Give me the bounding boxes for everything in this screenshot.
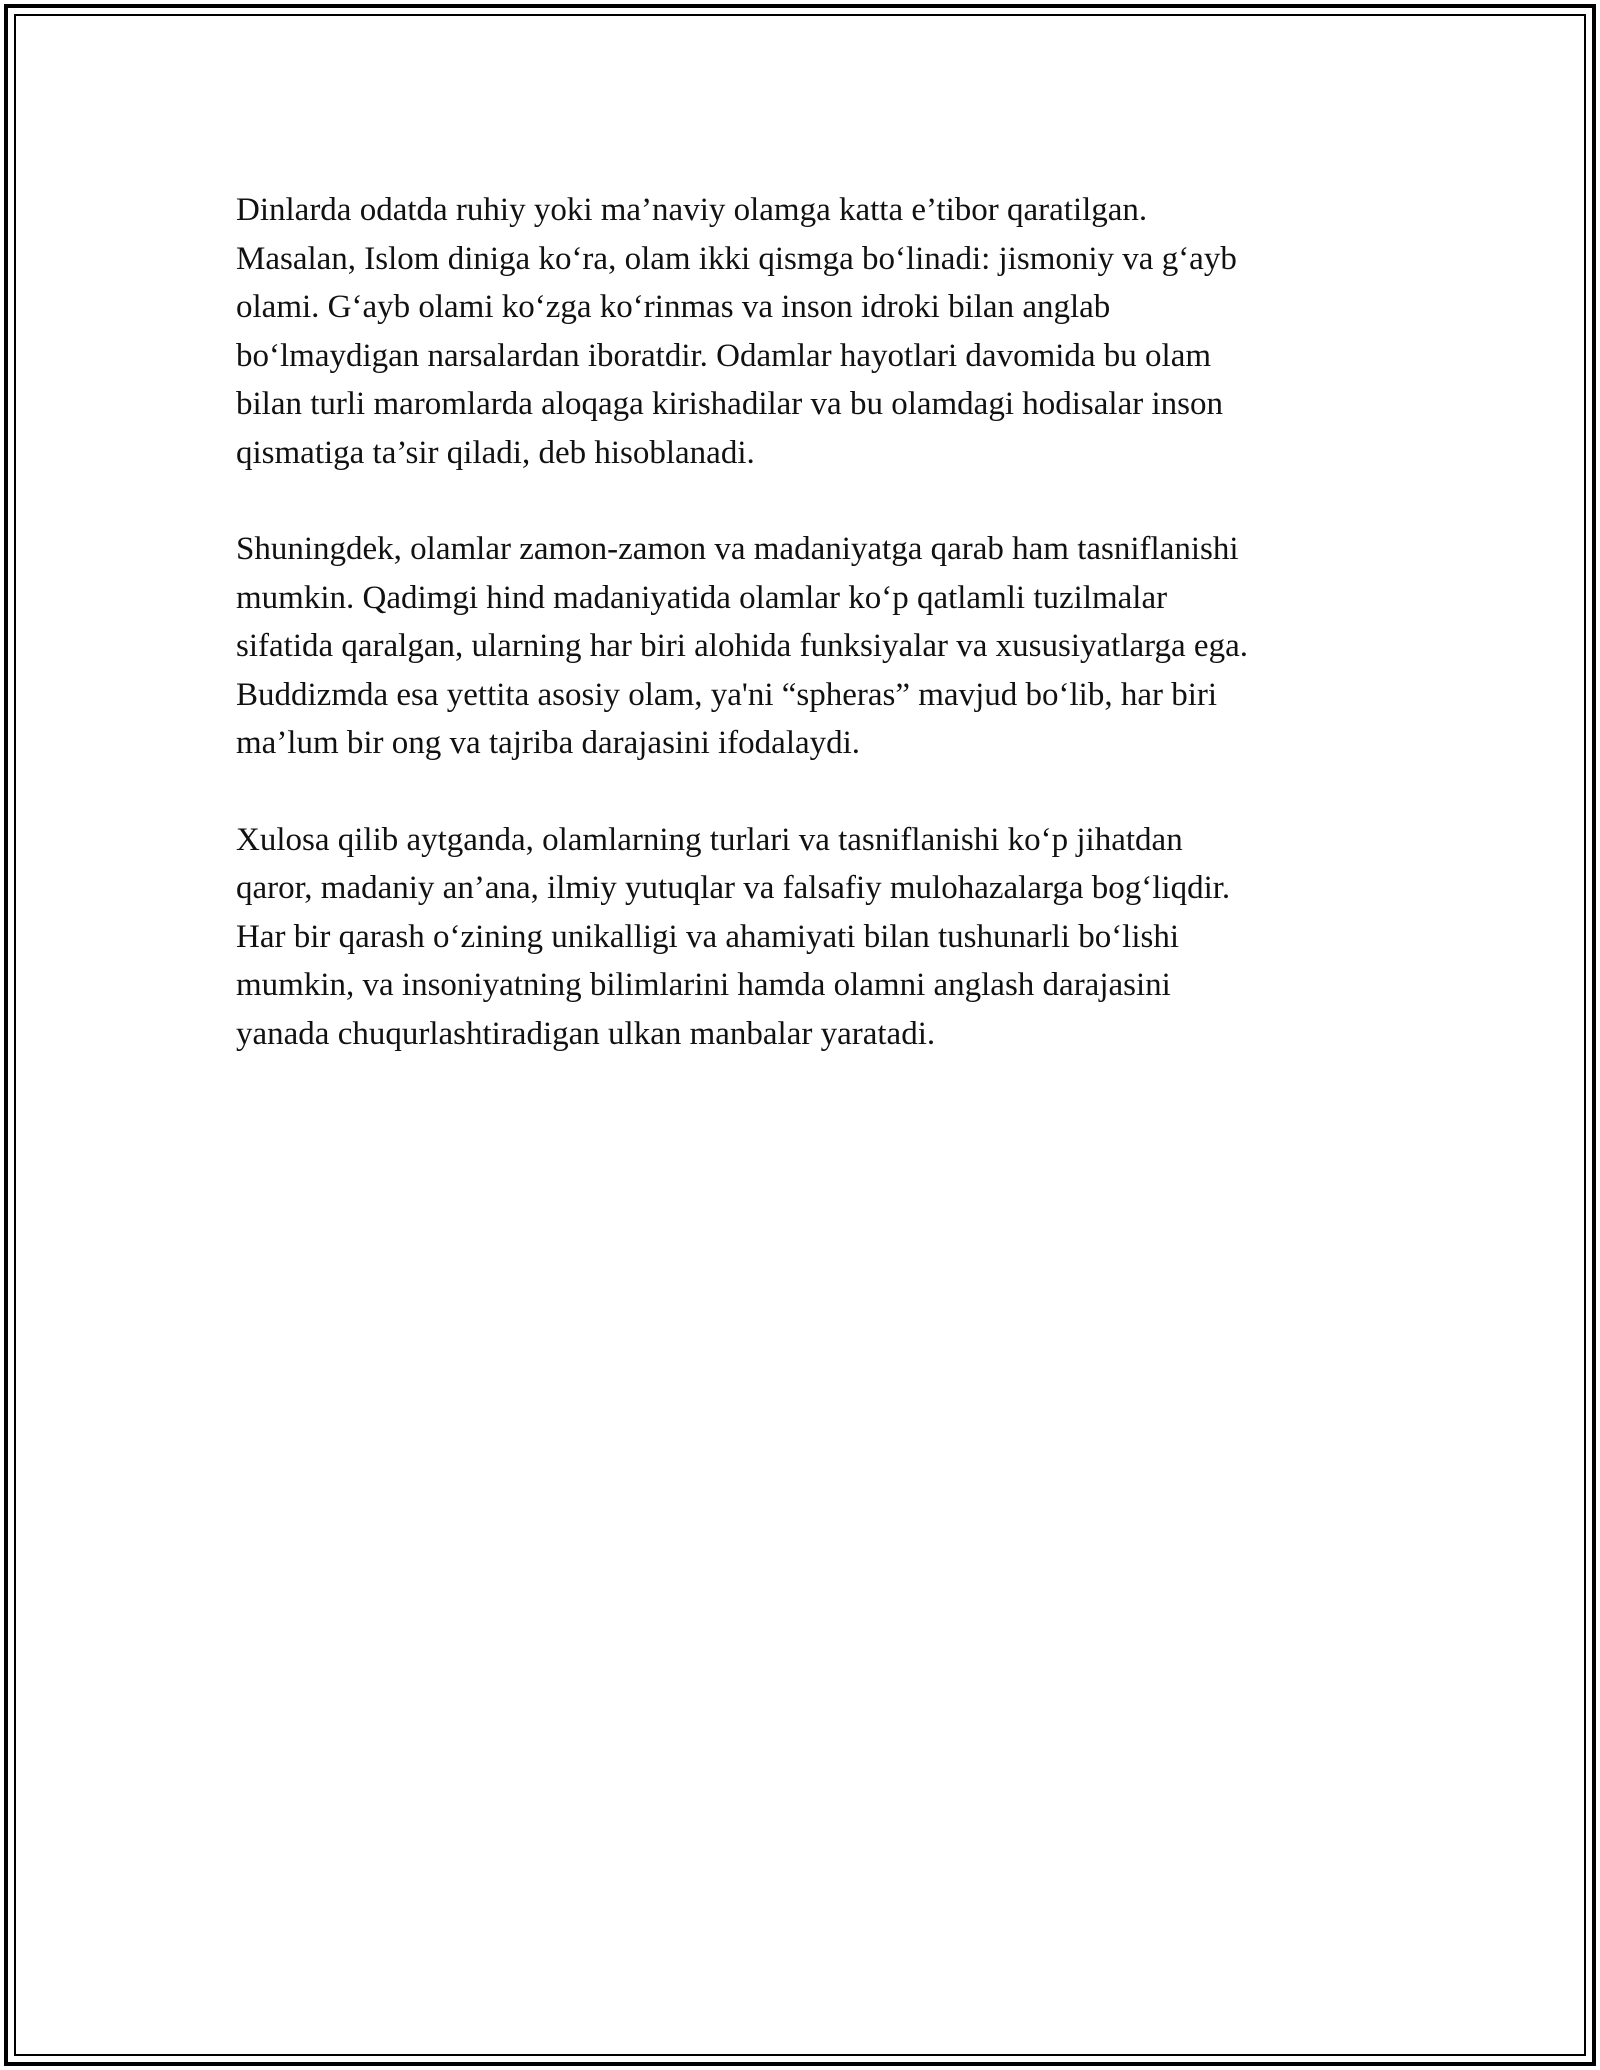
- text-line: Har bir qarash o‘zining unikalligi va ahamiyati bilan tushunarli bo‘lishi: [236, 918, 1180, 955]
- text-line: bilan turli maromlarda aloqaga kirishadilar va bu olamdagi hodisalar inson: [236, 386, 1223, 422]
- text-line: Xulosa qilib aytganda, olamlarning turlari va tasniflanishi ko‘p jihatdan: [236, 821, 1183, 858]
- text-line: mumkin. Qadimgi hind madaniyatida olamlar ko‘p qatlamli tuzilmalar: [236, 579, 1168, 616]
- document-body: [236, 186, 1386, 1106]
- text-line: Masalan, Islom diniga ko‘ra, olam ikki qismga bo‘linadi: jismoniy va g‘ayb: [236, 240, 1237, 277]
- text-line: Shuningdek, olamlar zamon-zamon va madaniyatga qarab ham tasniflanishi: [236, 531, 1239, 567]
- text-line: qaror, madaniy an’ana, ilmiy yutuqlar va falsafiy mulohazalarga bog‘liqdir.: [236, 870, 1231, 906]
- text-line: Dinlarda odatda ruhiy yoki ma’naviy olamga katta e’tibor qaratilgan.: [236, 192, 1148, 228]
- text-line: qismatiga ta’sir qiladi, deb hisoblanadi.: [236, 434, 755, 471]
- text-line: yanada chuqurlashtiradigan ulkan manbalar yaratadi.: [236, 1015, 936, 1052]
- text-line: olami. G‘ayb olami ko‘zga ko‘rinmas va inson idroki bilan anglab: [236, 289, 1111, 325]
- paragraph-2: [236, 525, 1386, 768]
- paragraph-1: [236, 186, 1386, 477]
- text-line: sifatida qaralgan, ularning har biri alohida funksiyalar va xususiyatlarga ega.: [236, 628, 1248, 664]
- text-line: ma’lum bir ong va tajriba darajasini ifodalaydi.: [236, 725, 861, 761]
- text-line: Buddizmda esa yettita asosiy olam, ya'ni “spheras” mavjud bo‘lib, har biri: [236, 676, 1218, 713]
- paragraph-3: [236, 816, 1386, 1059]
- text-line: mumkin, va insoniyatning bilimlarini hamda olamni anglash darajasini: [236, 967, 1171, 1003]
- text-line: bo‘lmaydigan narsalardan iboratdir. Odamlar hayotlari davomida bu olam: [236, 337, 1212, 374]
